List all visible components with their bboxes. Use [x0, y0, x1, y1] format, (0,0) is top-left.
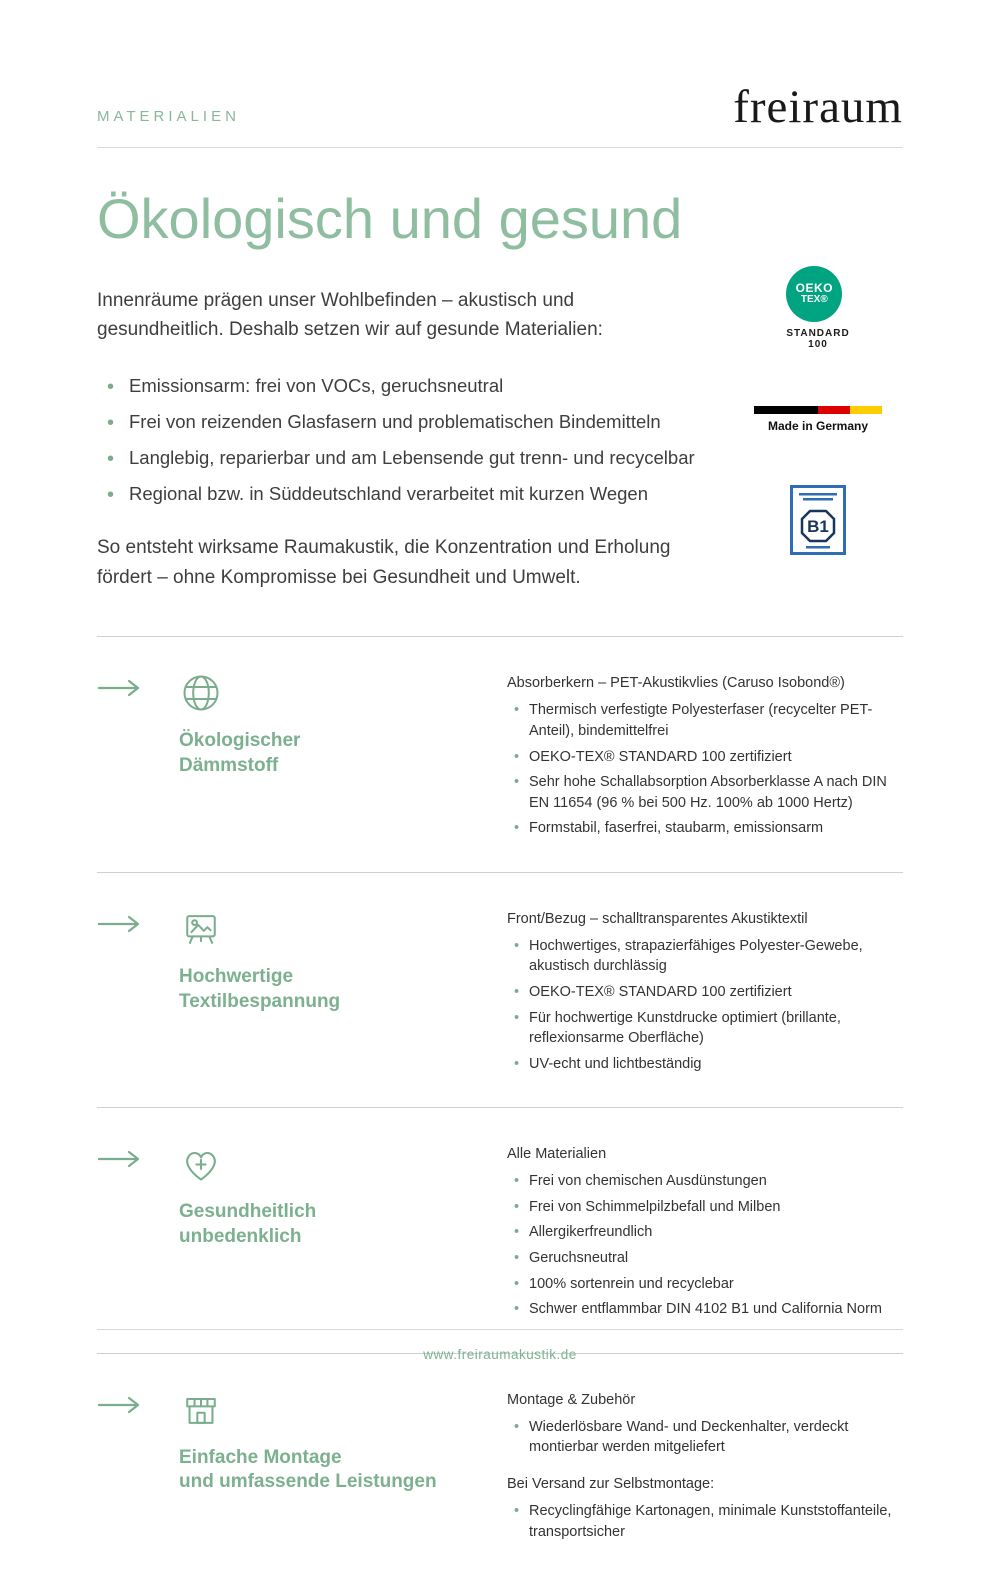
oeko-tex-badge	[786, 266, 849, 350]
made-in-germany-badge	[754, 406, 882, 433]
bullet-item: • Allergikerfreundlich	[507, 1222, 903, 1243]
section-title: Ökologischer Dämmstoff	[179, 730, 301, 777]
bullet-item: • Frei von chemischen Ausdünstungen	[507, 1171, 903, 1192]
feature-sections	[97, 636, 903, 1575]
section-lead: Front/Bezug – schalltransparentes Akustiktextil	[507, 910, 808, 927]
section-hochwertige-textilbespannung	[97, 872, 903, 1107]
section-bullet-list	[507, 1417, 903, 1458]
page-header	[97, 0, 903, 148]
section-lead: Alle Materialien	[507, 1146, 607, 1163]
section-bullet-list	[507, 700, 903, 838]
section-lead-secondary: Bei Versand zur Selbstmontage:	[507, 1475, 715, 1492]
page-title: Ökologisch und gesund	[97, 187, 683, 250]
section-einfache-montage	[97, 1353, 903, 1575]
section-bullet-list	[507, 1171, 903, 1319]
page-footer	[97, 1329, 903, 1364]
b1-certificate-icon	[790, 485, 846, 555]
kicker-label: MATERIALIEN	[97, 108, 240, 125]
section-title: Gesundheitlich unbedenklich	[179, 1201, 317, 1247]
intro-paragraph: Innenräume prägen unser Wohlbefinden – akustisch und gesundheitlich. Deshalb setzen wir auf gesunde Materialien:	[97, 289, 603, 341]
oeko-tex-standard-label: STANDARD 100	[786, 328, 850, 350]
bullet-item: • 100% sortenrein und recyclebar	[507, 1274, 903, 1295]
b1-fire-rating-badge	[790, 485, 846, 560]
bullet-item: • Für hochwertige Kunstdrucke optimiert (brillante, reflexionsarme Oberfläche)	[507, 1008, 903, 1049]
arrow-right-icon	[97, 1150, 141, 1168]
easel-picture-icon	[179, 907, 223, 951]
arrow-right-icon	[97, 1396, 141, 1414]
bullet-item: • OEKO-TEX® STANDARD 100 zertifiziert	[507, 747, 903, 768]
bullet-item: • Hochwertiges, strapazierfähiges Polyester-Gewebe, akustisch durchlässig	[507, 936, 903, 977]
intro-bullet: • Emissionsarm: frei von VOCs, geruchsneutral	[97, 372, 697, 400]
oeko-tex-circle-icon: OEKO TEX®	[786, 266, 842, 322]
storefront-icon	[179, 1388, 223, 1432]
intro-bullet: • Langlebig, reparierbar und am Lebensende gut trenn- und recycelbar	[97, 444, 697, 472]
section-oekologischer-daemmstoff	[97, 636, 903, 871]
bullet-item: • Sehr hohe Schallabsorption Absorberklasse A nach DIN EN 11654 (96 % bei 500 Hz. 100% ab 1000 Hertz)	[507, 772, 903, 813]
arrow-right-icon	[97, 679, 141, 697]
bullet-item: • UV-echt und lichtbeständig	[507, 1054, 903, 1075]
arrow-right-icon	[97, 915, 141, 933]
section-lead: Montage & Zubehör	[507, 1391, 636, 1408]
health-heart-icon	[179, 1142, 223, 1186]
certification-badges	[752, 266, 884, 560]
bullet-item: • Schwer entflammbar DIN 4102 B1 und California Norm	[507, 1299, 903, 1320]
section-bullet-list	[507, 936, 903, 1074]
bullet-item: • OEKO-TEX® STANDARD 100 zertifiziert	[507, 982, 903, 1003]
bullet-item: • Geruchsneutral	[507, 1248, 903, 1269]
section-bullet-list	[507, 1501, 903, 1542]
intro-bullet: • Frei von reizenden Glasfasern und problematischen Bindemitteln	[97, 408, 697, 436]
footer-link[interactable]: www.freiraumakustik.de	[423, 1347, 577, 1362]
section-gesundheitlich-unbedenklich	[97, 1107, 903, 1352]
outro-paragraph: So entsteht wirksame Raumakustik, die Konzentration und Erholung fördert – ohne Kompromisse bei Gesundheit und Umwelt.	[97, 537, 671, 588]
section-title: Einfache Montage und umfassende Leistungen	[179, 1446, 437, 1493]
bullet-item: • Wiederlösbare Wand- und Deckenhalter, verdeckt montierbar werden mitgeliefert	[507, 1417, 903, 1458]
globe-icon	[179, 671, 223, 715]
bullet-item: • Thermisch verfestigte Polyesterfaser (recycelter PET-Anteil), bindemittelfrei	[507, 700, 903, 741]
freiraum-logo: freiraum	[733, 81, 903, 133]
svg-text:B1: B1	[807, 517, 829, 536]
germany-flag-icon	[754, 406, 882, 414]
section-lead: Absorberkern – PET-Akustikvlies (Caruso Isobond®)	[507, 675, 845, 692]
intro-bullet-list	[97, 372, 697, 507]
bullet-item: • Frei von Schimmelpilzbefall und Milben	[507, 1197, 903, 1218]
section-title: Hochwertige Textilbespannung	[179, 965, 341, 1012]
bullet-item: • Recyclingfähige Kartonagen, minimale Kunststoffanteile, transportsicher	[507, 1501, 903, 1542]
made-in-germany-label: Made in Germany	[767, 419, 869, 433]
bullet-item: • Formstabil, faserfrei, staubarm, emissionsarm	[507, 818, 903, 839]
intro-bullet: • Regional bzw. in Süddeutschland verarbeitet mit kurzen Wegen	[97, 480, 697, 508]
